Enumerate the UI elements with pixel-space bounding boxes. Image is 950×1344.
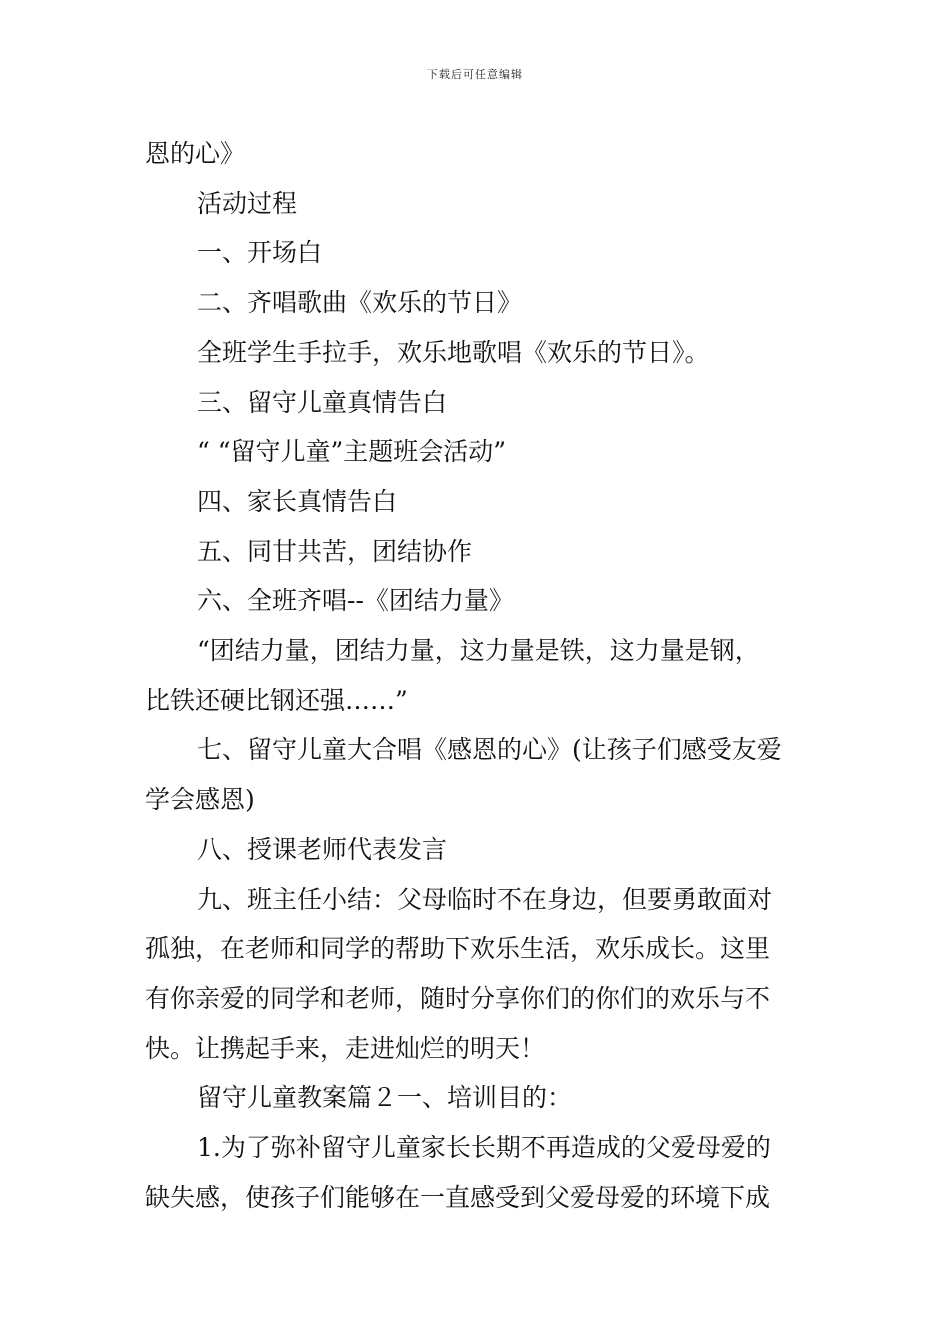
paragraph-line: 三、留守儿童真情告白 [197,387,448,417]
page-header-note: 下载后可任意编辑 [427,68,523,81]
paragraph-line: 比铁还硬比钢还强……” [145,685,408,715]
paragraph-line: 五、同甘共苦，团结协作 [197,536,473,566]
paragraph-line: 缺失感，使孩子们能够在一直感受到父爱母爱的环境下成 [145,1182,771,1212]
paragraph-line: 全班学生手拉手，欢乐地歌唱《欢乐的节日》。 [197,337,710,367]
paragraph-line: 有你亲爱的同学和老师，随时分享你们的你们的欢乐与不 [145,983,771,1013]
paragraph-line: 活动过程 [197,188,298,218]
paragraph-line: “团结力量，团结力量，这力量是铁，这力量是钢， [197,636,760,666]
paragraph-line: 七、留守儿童大合唱《感恩的心》(让孩子们感受友爱 [197,735,782,765]
paragraph-line: 孤独，在老师和同学的帮助下欢乐生活，欢乐成长。这里 [145,934,771,964]
paragraph-line: 二、齐唱歌曲《欢乐的节日》 [197,288,523,318]
paragraph-line: 快。让携起手来，走进灿烂的明天！ [145,1033,546,1063]
paragraph-line: 留守儿童教案篇２一、培训目的： [197,1083,573,1113]
paragraph-line: 六、全班齐唱--《团结力量》 [197,586,514,616]
paragraph-line: 八、授课老师代表发言 [197,834,448,864]
paragraph-line: 九、班主任小结：父母临时不在身边，但要勇敢面对 [197,884,773,914]
paragraph-line: 四、家长真情告白 [197,486,398,516]
paragraph-line: 1.为了弥补留守儿童家长长期不再造成的父爱母爱的 [197,1133,771,1163]
paragraph-line: 一、开场白 [197,238,323,268]
paragraph-line: 学会感恩) [145,785,255,815]
paragraph-line: “ “留守儿童”主题班会活动” [197,437,507,467]
document-body [145,129,810,1222]
paragraph-line: 恩的心》 [145,139,246,168]
